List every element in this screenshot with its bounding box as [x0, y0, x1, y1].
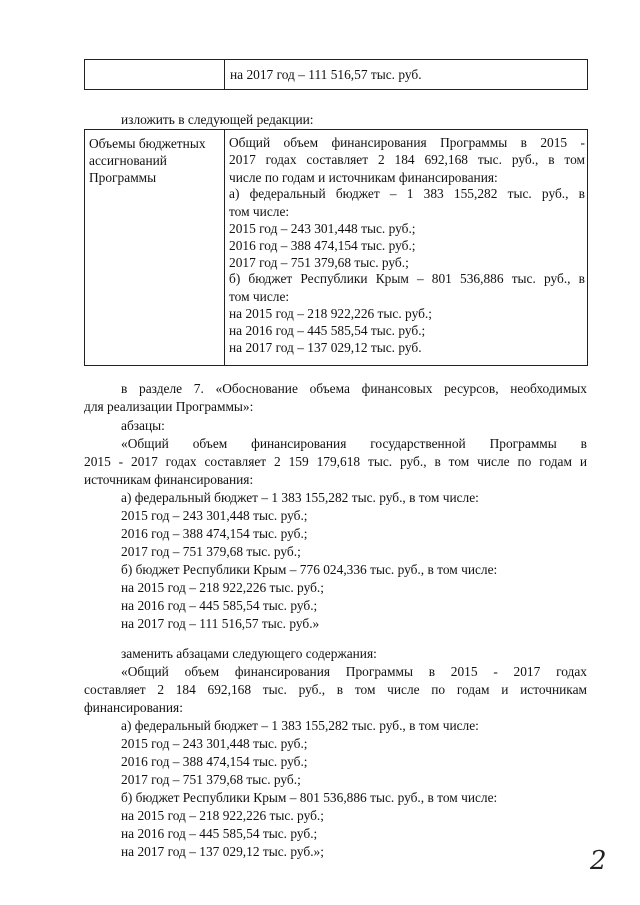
- right-cell-line: 2017 годах составляет 2 184 692,168 тыс. руб., в том: [229, 152, 585, 167]
- old-item: 2016 год – 388 474,154 тыс. руб.;: [121, 526, 308, 541]
- old-item: на 2015 год – 218 922,226 тыс. руб.;: [121, 580, 324, 595]
- new-text-line3: финансирования:: [84, 700, 183, 715]
- new-item: на 2015 год – 218 922,226 тыс. руб.;: [121, 808, 324, 823]
- old-text-line2: 2015 - 2017 годах составляет 2 159 179,618 тыс. руб., в том числе по годам и: [84, 454, 587, 469]
- replace-label: заменить абзацами следующего содержания:: [121, 646, 377, 661]
- left-cell-line: Объемы бюджетных: [89, 136, 206, 151]
- right-cell-line: 2015 год – 243 301,448 тыс. руб.;: [229, 221, 416, 236]
- right-cell-line: том числе:: [229, 289, 290, 304]
- new-item: б) бюджет Республики Крым – 801 536,886 тыс. руб., в том числе:: [121, 790, 498, 805]
- page-number: 2: [590, 846, 607, 876]
- right-cell-line: 2017 год – 751 379,68 тыс. руб.;: [229, 255, 409, 270]
- right-cell-line: 2016 год – 388 474,154 тыс. руб.;: [229, 238, 416, 253]
- left-cell-line: Программы: [89, 170, 157, 185]
- right-cell-line: на 2016 год – 445 585,54 тыс. руб.;: [229, 323, 426, 338]
- old-item: а) федеральный бюджет – 1 383 155,282 тыс. руб., в том числе:: [121, 490, 479, 505]
- main-table-divider: [224, 130, 225, 365]
- old-text-line1: «Общий объем финансирования государственной Программы в: [121, 436, 587, 451]
- right-cell-line: Общий объем финансирования Программы в 2015 -: [229, 135, 585, 150]
- new-item: 2015 год – 243 301,448 тыс. руб.;: [121, 736, 308, 751]
- new-item: 2016 год – 388 474,154 тыс. руб.;: [121, 754, 308, 769]
- new-item: а) федеральный бюджет – 1 383 155,282 тыс. руб., в том числе:: [121, 718, 479, 733]
- right-cell-line: числе по годам и источникам финансирования:: [229, 170, 498, 185]
- new-item: на 2017 год – 137 029,12 тыс. руб.»;: [121, 844, 324, 859]
- new-text-line1: «Общий объем финансирования Программы в 2015 - 2017 годах: [121, 664, 587, 679]
- intro-line: изложить в следующей редакции:: [121, 112, 314, 127]
- right-cell-line: а) федеральный бюджет – 1 383 155,282 тыс. руб., в: [229, 186, 585, 201]
- left-cell-line: ассигнований: [89, 153, 167, 168]
- old-item: б) бюджет Республики Крым – 776 024,336 тыс. руб., в том числе:: [121, 562, 498, 577]
- old-item: 2017 год – 751 379,68 тыс. руб.;: [121, 544, 301, 559]
- main-table: [84, 129, 588, 366]
- right-cell-line: том числе:: [229, 204, 290, 219]
- section-ref-line1: в разделе 7. «Обоснование объема финансовых ресурсов, необходимых: [121, 381, 587, 396]
- right-cell-line: на 2017 год – 137 029,12 тыс. руб.: [229, 340, 422, 355]
- old-text-line3: источникам финансирования:: [84, 472, 254, 487]
- paragraphs-label: абзацы:: [121, 418, 165, 433]
- new-text-line2: составляет 2 184 692,168 тыс. руб., в том числе по годам и источникам: [84, 682, 587, 697]
- old-item: на 2016 год – 445 585,54 тыс. руб.;: [121, 598, 318, 613]
- new-item: на 2016 год – 445 585,54 тыс. руб.;: [121, 826, 318, 841]
- old-item: на 2017 год – 111 516,57 тыс. руб.»: [121, 616, 320, 631]
- right-cell-line: на 2015 год – 218 922,226 тыс. руб.;: [229, 306, 432, 321]
- right-cell-line: б) бюджет Республики Крым – 801 536,886 тыс. руб., в: [229, 271, 585, 286]
- old-item: 2015 год – 243 301,448 тыс. руб.;: [121, 508, 308, 523]
- new-item: 2017 год – 751 379,68 тыс. руб.;: [121, 772, 301, 787]
- top-table: [84, 59, 588, 90]
- top-table-divider: [224, 60, 225, 89]
- section-ref-line2: для реализации Программы»:: [84, 399, 254, 414]
- top-table-right-cell: на 2017 год – 111 516,57 тыс. руб.: [230, 67, 422, 82]
